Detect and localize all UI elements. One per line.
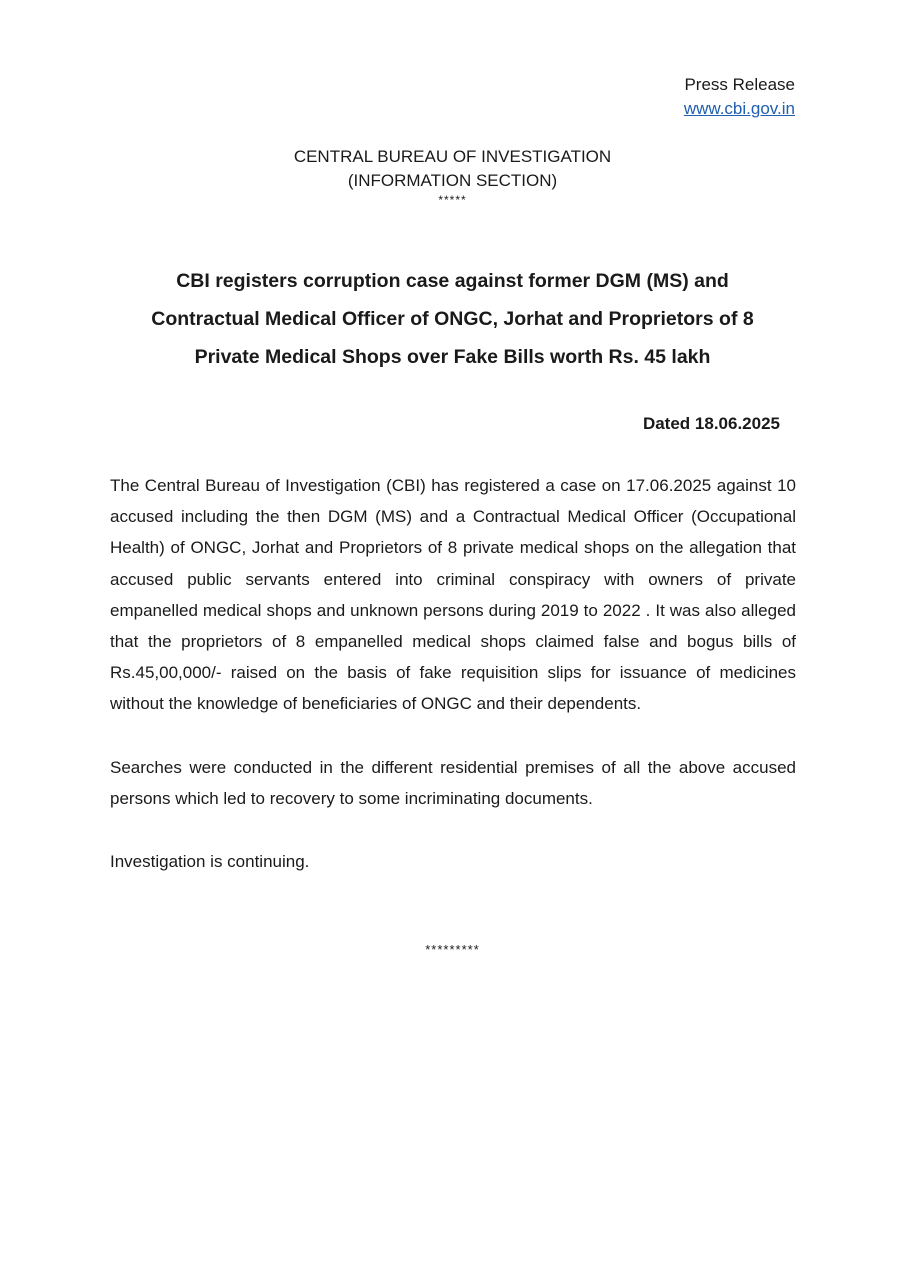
organization-name: CENTRAL BUREAU OF INVESTIGATION xyxy=(293,147,612,166)
release-date: Dated 18.06.2025 xyxy=(642,414,780,433)
organization-section: (INFORMATION SECTION) xyxy=(347,171,558,190)
press-release-headline xyxy=(110,262,795,376)
headline-line-1: CBI registers corruption case against former DGM (MS) and xyxy=(176,270,729,292)
section-separator: ***** xyxy=(438,193,467,207)
body-text xyxy=(110,470,796,909)
organization-block xyxy=(0,145,905,207)
paragraph-case-details: The Central Bureau of Investigation (CBI) has registered a case on 17.06.2025 against 10 accused including the then DGM (MS) and a Contractual Medical Officer (Occupational Health) of ONGC, Jorhat and Proprietors of 8 private medical shops on the allegation that accused public servants entered into criminal conspiracy with owners of private empanelled medical shops and unknown persons during 2019 to 2022 . It was also alleged that the proprietors of 8 empanelled medical shops claimed false and bogus bills of Rs.45,00,000/- raised on the basis of fake requisition slips for issuance of medicines without the knowledge of beneficiaries of ONGC and their dependents. xyxy=(110,476,796,714)
website-link[interactable]: www.cbi.gov.in xyxy=(683,99,795,118)
press-release-header xyxy=(684,73,795,121)
press-release-label: Press Release xyxy=(684,75,795,94)
paragraph-searches: Searches were conducted in the different residential premises of all the above accused persons which led to recovery to some incriminating documents. xyxy=(110,757,796,808)
paragraph-investigation-status: Investigation is continuing. xyxy=(110,852,310,872)
headline-line-2: Contractual Medical Officer of ONGC, Jorhat and Proprietors of 8 xyxy=(151,308,754,330)
headline-line-3: Private Medical Shops over Fake Bills worth Rs. 45 lakh xyxy=(194,346,711,368)
end-separator: ********* xyxy=(425,942,480,957)
